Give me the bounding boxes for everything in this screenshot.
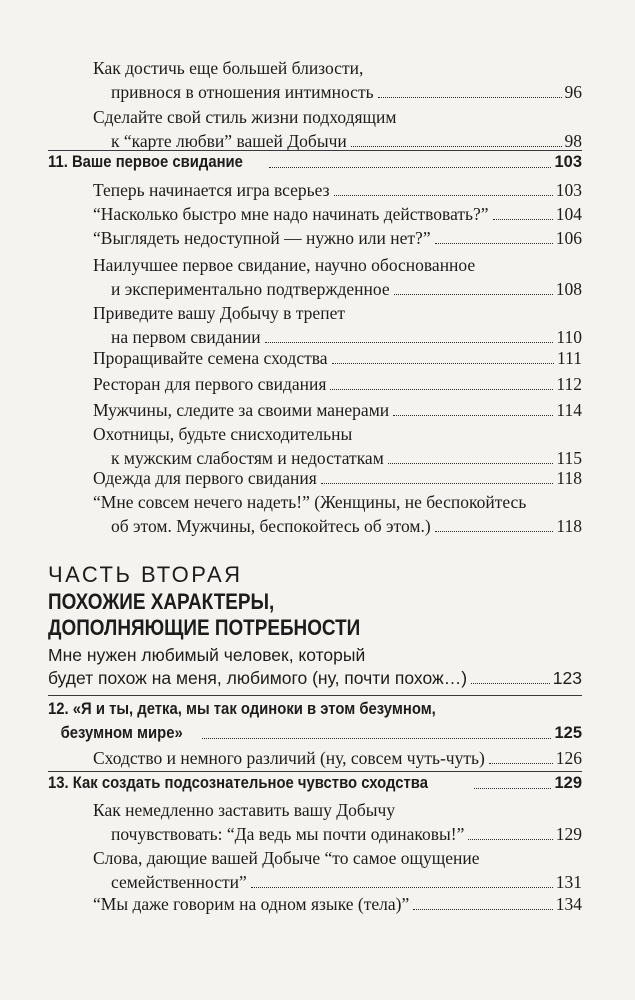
leader-dots bbox=[378, 97, 562, 98]
chapter-title-line: безумном мире» bbox=[60, 724, 183, 742]
page-number: 104 bbox=[555, 204, 582, 224]
leader-dots bbox=[265, 342, 554, 343]
toc-entry[interactable] bbox=[93, 398, 582, 422]
page-number: 123 bbox=[552, 668, 582, 688]
toc-entry[interactable] bbox=[93, 798, 582, 846]
toc-entry-line: Охотницы, будьте снисходительны bbox=[93, 424, 353, 444]
toc-entry-line: Приведите вашу Добычу в трепет bbox=[93, 303, 345, 323]
page-number: 98 bbox=[564, 131, 582, 151]
part-title-line: ДОПОЛНЯЮЩИЕ ПОТРЕБНОСТИ bbox=[48, 615, 361, 640]
toc-entry-line: “Мы даже говорим на одном языке (тела)” bbox=[93, 894, 410, 914]
toc-entry[interactable] bbox=[93, 892, 582, 916]
chapter-12-heading[interactable] bbox=[48, 697, 582, 745]
part-intro[interactable] bbox=[48, 644, 582, 690]
toc-entry[interactable] bbox=[93, 56, 582, 104]
divider bbox=[48, 695, 582, 696]
leader-dots bbox=[321, 483, 554, 484]
toc-entry-line: Одежда для первого свидания bbox=[93, 468, 317, 488]
toc-entry[interactable] bbox=[93, 301, 582, 349]
page-number: 129 bbox=[555, 824, 582, 844]
page-number: 103 bbox=[555, 180, 582, 200]
toc-entry[interactable] bbox=[93, 178, 582, 202]
leader-dots bbox=[435, 243, 553, 244]
page-number: 129 bbox=[554, 774, 582, 792]
toc-entry[interactable] bbox=[93, 105, 582, 153]
page-number: 125 bbox=[554, 724, 582, 742]
leader-dots bbox=[474, 788, 551, 789]
toc-entry[interactable] bbox=[93, 490, 582, 538]
leader-dots bbox=[468, 839, 552, 840]
toc-entry-line: привнося в отношения интимность bbox=[111, 82, 374, 102]
leader-dots bbox=[332, 363, 555, 364]
page-number: 131 bbox=[555, 872, 582, 892]
chapter-13-heading[interactable] bbox=[48, 771, 582, 795]
toc-entry-line: на первом свидании bbox=[111, 327, 261, 347]
toc-entry[interactable] bbox=[93, 202, 582, 226]
toc-entry-line: Как немедленно заставить вашу Добычу bbox=[93, 800, 396, 820]
toc-entry[interactable] bbox=[93, 253, 582, 301]
leader-dots bbox=[393, 415, 553, 416]
toc-entry-line: Теперь начинается игра всерьез bbox=[93, 180, 330, 200]
leader-dots bbox=[334, 195, 553, 196]
chapter-title: 11. Ваше первое свидание bbox=[48, 153, 243, 171]
leader-dots bbox=[351, 146, 562, 147]
leader-dots bbox=[435, 531, 554, 532]
toc-entry-line: об этом. Мужчины, беспокойтесь об этом.) bbox=[111, 516, 431, 536]
page-number: 118 bbox=[556, 468, 582, 488]
leader-dots bbox=[471, 683, 550, 684]
page-number: 96 bbox=[564, 82, 582, 102]
toc-entry-line: Как достичь еще большей близости, bbox=[93, 58, 364, 78]
part-title-line: ПОХОЖИЕ ХАРАКТЕРЫ, bbox=[48, 589, 275, 614]
toc-entry-line: к мужским слабостям и недостаткам bbox=[111, 448, 384, 468]
toc-entry[interactable] bbox=[93, 346, 582, 370]
leader-dots bbox=[489, 763, 553, 764]
part-intro-line: будет похож на меня, любимого (ну, почти похож…) bbox=[48, 668, 468, 688]
page-number: 118 bbox=[556, 516, 582, 536]
toc-entry-line: Слова, дающие вашей Добыче “то самое ощущение bbox=[93, 848, 480, 868]
toc-entry-line: Мужчины, следите за своими манерами bbox=[93, 400, 390, 420]
chapter-title: 13. Как создать подсознательное чувство сходства bbox=[48, 774, 428, 792]
page-number: 106 bbox=[555, 228, 582, 248]
leader-dots bbox=[493, 219, 553, 220]
leader-dots bbox=[251, 887, 553, 888]
toc-entry-line: Сделайте свой стиль жизни подходящим bbox=[93, 107, 397, 127]
toc-entry[interactable] bbox=[93, 226, 582, 250]
page-number: 114 bbox=[556, 400, 582, 420]
leader-dots bbox=[269, 167, 552, 168]
part-intro-line: Мне нужен любимый человек, который bbox=[48, 645, 366, 665]
toc-entry-line: “Насколько быстро мне надо начинать действовать?” bbox=[93, 204, 489, 224]
page-number: 115 bbox=[556, 448, 582, 468]
toc-entry[interactable] bbox=[93, 746, 582, 770]
leader-dots bbox=[330, 389, 553, 390]
toc-entry-line: почувствовать: “Да ведь мы почти одинаковы!” bbox=[111, 824, 465, 844]
page-number: 126 bbox=[555, 748, 582, 768]
page-number: 108 bbox=[555, 279, 582, 299]
toc-entry-line: “Выглядеть недоступной — нужно или нет?” bbox=[93, 228, 431, 248]
toc-entry-line: семейственности” bbox=[111, 872, 247, 892]
leader-dots bbox=[202, 738, 552, 739]
leader-dots bbox=[388, 463, 554, 464]
leader-dots bbox=[394, 294, 553, 295]
page-number: 110 bbox=[556, 327, 582, 347]
toc-entry-line: “Мне совсем нечего надеть!” (Женщины, не беспокойтесь bbox=[93, 492, 527, 512]
toc-entry-line: к “карте любви” вашей Добычи bbox=[111, 131, 347, 151]
leader-dots bbox=[413, 909, 553, 910]
part-label: ЧАСТЬ ВТОРАЯ bbox=[48, 562, 243, 587]
toc-entry-line: Наилучшее первое свидание, научно обоснованное bbox=[93, 255, 476, 275]
toc-entry-line: Ресторан для первого свидания bbox=[93, 374, 327, 394]
page-number: 112 bbox=[556, 374, 582, 394]
toc-entry-line: и экспериментально подтвержденное bbox=[111, 279, 390, 299]
toc-entry[interactable] bbox=[93, 846, 582, 894]
toc-entry[interactable] bbox=[93, 422, 582, 470]
chapter-11-heading[interactable] bbox=[48, 150, 582, 174]
toc-entry[interactable] bbox=[93, 466, 582, 490]
toc-entry-line: Сходство и немного различий (ну, совсем чуть-чуть) bbox=[93, 748, 485, 768]
page-number: 111 bbox=[557, 348, 582, 368]
chapter-title-line: 12. «Я и ты, детка, мы так одиноки в этом безумном, bbox=[48, 700, 436, 718]
toc-entry[interactable] bbox=[93, 372, 582, 396]
toc-entry-line: Проращивайте семена сходства bbox=[93, 348, 328, 368]
page-number: 134 bbox=[555, 894, 582, 914]
page-number: 103 bbox=[554, 153, 582, 171]
